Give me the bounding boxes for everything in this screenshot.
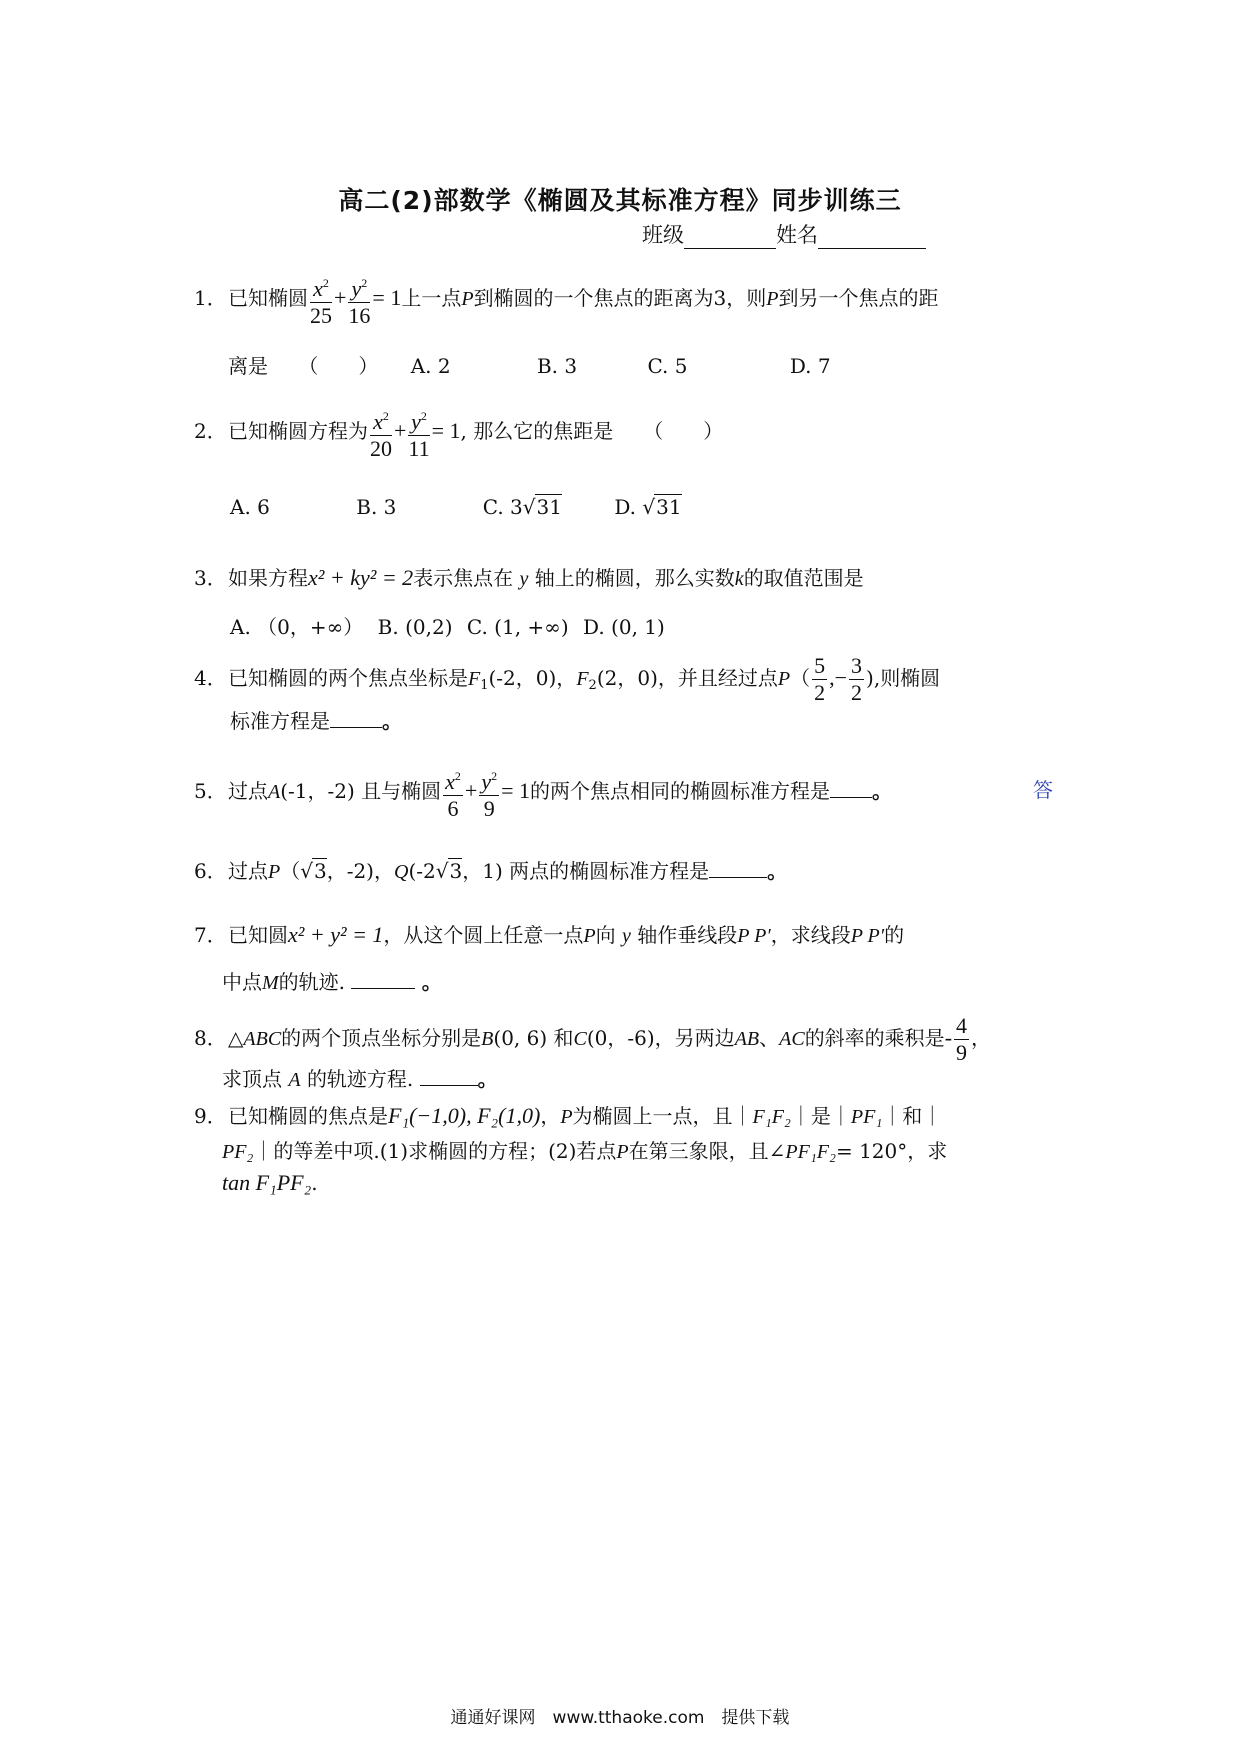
class-blank[interactable] [684,226,776,249]
point-a: A [268,781,281,803]
segment-pf2: PF₂ [222,1141,254,1163]
q7-text: ，从这个圆上任意一点 [383,923,584,947]
q7-text: ，求线段 [770,923,851,947]
question-number: 7． [194,923,227,947]
student-info-fields [642,219,926,249]
class-label: 班级 [642,223,684,247]
option-d: D. (0, 1) [583,615,665,639]
q5-text: (-1，-2) 且与椭圆 [280,779,442,803]
option-a: A. 6 [230,495,270,519]
question-4-line-1: 4．已知椭圆的两个焦点坐标是$F_1(-2$，0)，$F_2(2$，0)，并且经过点P（ $\frac{5}{2}$ ,− $\frac{3}{2}$ ),则椭圆 [194,653,941,705]
var-y: y [519,568,529,590]
q9-text: ｜是｜ [790,1104,851,1128]
point-p: P [766,288,779,310]
question-7-line-2: 中点M的轨迹. 。 [222,970,442,994]
q7-text: 向 [595,923,616,947]
question-3-options [230,611,665,640]
question-number: 1． [194,286,227,310]
question-number: 3． [194,566,227,590]
focus-f2: F [576,668,589,690]
answer-blank[interactable] [709,859,767,878]
fraction: $\frac{y^2}{16}$ [348,270,370,329]
answer-blank[interactable] [420,1067,478,1086]
question-number: 6． [194,859,227,883]
q7-text: 的轨迹. [278,970,346,994]
point-p: P [268,861,281,883]
q9-text: = 120°，求 [835,1139,948,1163]
q9-text: 为椭圆上一点，且｜ [572,1104,753,1128]
option-a: A. （0，+∞） [230,615,364,639]
point-p: P [583,925,596,947]
option-d: D. √31 [614,495,682,519]
equation: x² + y² = 1 [288,922,384,947]
q6-text: 过点 [228,859,268,883]
answer-paren: （ ） [643,419,724,443]
question-number: 2． [194,419,227,443]
focus-f1: F [468,668,481,690]
fraction: $\frac{y^2}{11}$ [408,403,429,462]
q7-text: 中点 [222,970,262,994]
q4-text: (-2，0)， [488,666,577,690]
option-b: B. 3 [356,495,397,519]
question-9-line-1: 9．已知椭圆的焦点是F₁(−1,0), F₂(1,0)，P为椭圆上一点，且｜F₁F₂｜是｜PF₁｜和｜ [194,1100,942,1129]
q5-text: 过点 [228,779,268,803]
equation: x² + ky² = 2 [308,565,414,590]
tan-expression: tan F₁PF₂ [222,1170,312,1195]
answer-blank[interactable] [330,709,382,728]
q1-text: 离是 [228,354,268,378]
question-1-line-2 [228,350,831,379]
q8-text: 求顶点 [222,1067,282,1091]
q8-text: 的轨迹方程. [306,1067,414,1091]
question-2-line-1: 2．已知椭圆方程为 $\frac{x^2}{20}$ + $\frac{y^2}{11}$ = 1, 那么它的焦距是 （ ） [194,403,723,462]
name-blank[interactable] [818,226,926,249]
fraction: $\frac{x^2}{25}$ [310,270,332,329]
q9-text: 在第三象限，且∠ [628,1139,786,1163]
q6-text: ，1) 两点的椭圆标准方程是 [462,859,710,883]
q9-text: 已知椭圆的焦点是 [228,1104,388,1128]
question-2-options [230,494,682,519]
q2-text: 已知椭圆方程为 [228,419,368,443]
fraction: $\frac{4}{9}$ [956,1013,968,1065]
q3-text: 如果方程 [228,566,308,590]
option-b: B. 3 [536,354,578,378]
q8-text: 的斜率的乘积是 [804,1026,945,1050]
q7-text: 的 [884,923,905,947]
segment-pf1: PF₁ [850,1106,883,1128]
q5-text: 的两个焦点相同的椭圆标准方程是 [530,779,831,803]
segment: P P′ [850,925,885,947]
page-title: 高二(2)部数学《椭圆及其标准方程》同步训练三 [338,186,902,215]
segment-f1f2: F₁F₂ [752,1106,791,1128]
q3-text: 的取值范围是 [743,566,864,590]
question-4-line-2: 标准方程是 。 [230,709,402,733]
option-a: A. 2 [410,354,451,378]
fraction: $\frac{y^2}{9}$ [479,763,499,822]
segment: P P′ [737,925,771,947]
point-p: P [777,668,791,690]
option-c: C. 5 [647,354,688,378]
name-label: 姓名 [776,223,818,247]
var-k: k [734,568,744,590]
question-7-line-1 [194,919,904,948]
point-m: M [262,972,279,994]
q2-text: , 那么它的焦距是 [460,419,614,443]
equation: = 1 [372,285,402,310]
fraction: $\frac{3}{2}$ [851,653,863,705]
side-ab: AB [734,1028,760,1050]
question-6: 6．过点P（√3，-2)，Q(-2√3，1) 两点的椭圆标准方程是 。 [194,855,787,884]
q3-text: 表示焦点在 [413,566,514,590]
point-a: A [288,1069,301,1091]
question-5: 5．过点A(-1，-2) 且与椭圆 $\frac{x^2}{6}$ + $\frac{y^2}{9}$ = 1的两个焦点相同的椭圆标准方程是 。 [194,763,892,822]
angle: PF₁F₂ [785,1141,836,1163]
q4-text: 标准方程是 [230,709,330,733]
q9-text: ｜的等差中项.(1)求椭圆的方程；(2)若点 [253,1139,617,1163]
fraction: $\frac{x^2}{6}$ [443,763,463,822]
question-9-line-2 [222,1135,947,1164]
q9-text: ｜和｜ [882,1104,943,1128]
q1-text: 到椭圆的一个焦点的距离为3，则 [473,286,767,310]
q4-text: (2，0)，并且经过点 [596,666,778,690]
var-y: y [622,925,631,947]
question-number: 4． [194,666,227,690]
q7-text: 已知圆 [228,923,288,947]
point-p: P [560,1106,573,1128]
point-c: C [573,1028,587,1050]
foci: F₁(−1,0), F₂(1,0) [388,1103,541,1128]
q1-text: 已知椭圆 [228,286,308,310]
answer-link[interactable]: 答 [1033,778,1053,802]
question-number: 5． [194,779,227,803]
q7-text: 轴作垂线段 [637,923,738,947]
q4-text: 则椭圆 [880,666,941,690]
q1-text: 到另一个焦点的距 [778,286,939,310]
side-ac: AC [779,1028,805,1050]
fraction: $\frac{x^2}{20}$ [370,403,392,462]
question-1-line-1: 1．已知椭圆 $\frac{x^2}{25}$ + $\frac{y^2}{16}$ = 1上一点P到椭圆的一个焦点的距离为3，则P到另一个焦点的距 [194,270,939,329]
equation: = 1 [431,418,461,443]
q4-text: 已知椭圆的两个焦点坐标是 [228,666,468,690]
answer-blank[interactable] [830,779,872,798]
triangle-abc: ABC [243,1028,282,1050]
question-number: 8． [194,1026,227,1050]
footer-source: 通通好课网 www.tthaoke.com 提供下载 [450,1708,790,1728]
equation: = 1 [501,778,531,803]
fraction: $\frac{5}{2}$ [814,653,826,705]
answer-paren: （ ） [298,354,379,378]
option-c: C. 3√31 [482,495,562,519]
q8-text: (0，-6)，另两边 [586,1026,735,1050]
answer-blank[interactable] [351,970,415,989]
option-c: C. (1, +∞) [466,615,569,639]
q3-text: 轴上的椭圆，那么实数 [534,566,735,590]
point-q: Q [394,861,409,883]
point-b: B [481,1028,494,1050]
question-8-line-2: 求顶点 A 的轨迹方程. 。 [222,1067,498,1091]
q1-text: 上一点 [401,286,462,310]
q6-text: ，-2)， [326,859,394,883]
point-p: P [616,1141,629,1163]
point-p: P [461,288,474,310]
question-number: 9． [194,1104,227,1128]
question-8-line-1: 8．△ABC的两个顶点坐标分别是B(0, 6) 和C(0，-6)，另两边AB、AC的斜率的乘积是- $\frac{4}{9}$ ， [194,1013,992,1065]
q8-text: (0, 6) 和 [493,1026,574,1050]
question-3 [194,562,864,591]
option-b: B. (0,2) [377,615,453,639]
q8-text: 的两个顶点坐标分别是 [281,1026,482,1050]
question-9-line-3: tan F₁PF₂. [222,1170,318,1195]
option-d: D. 7 [789,354,831,378]
